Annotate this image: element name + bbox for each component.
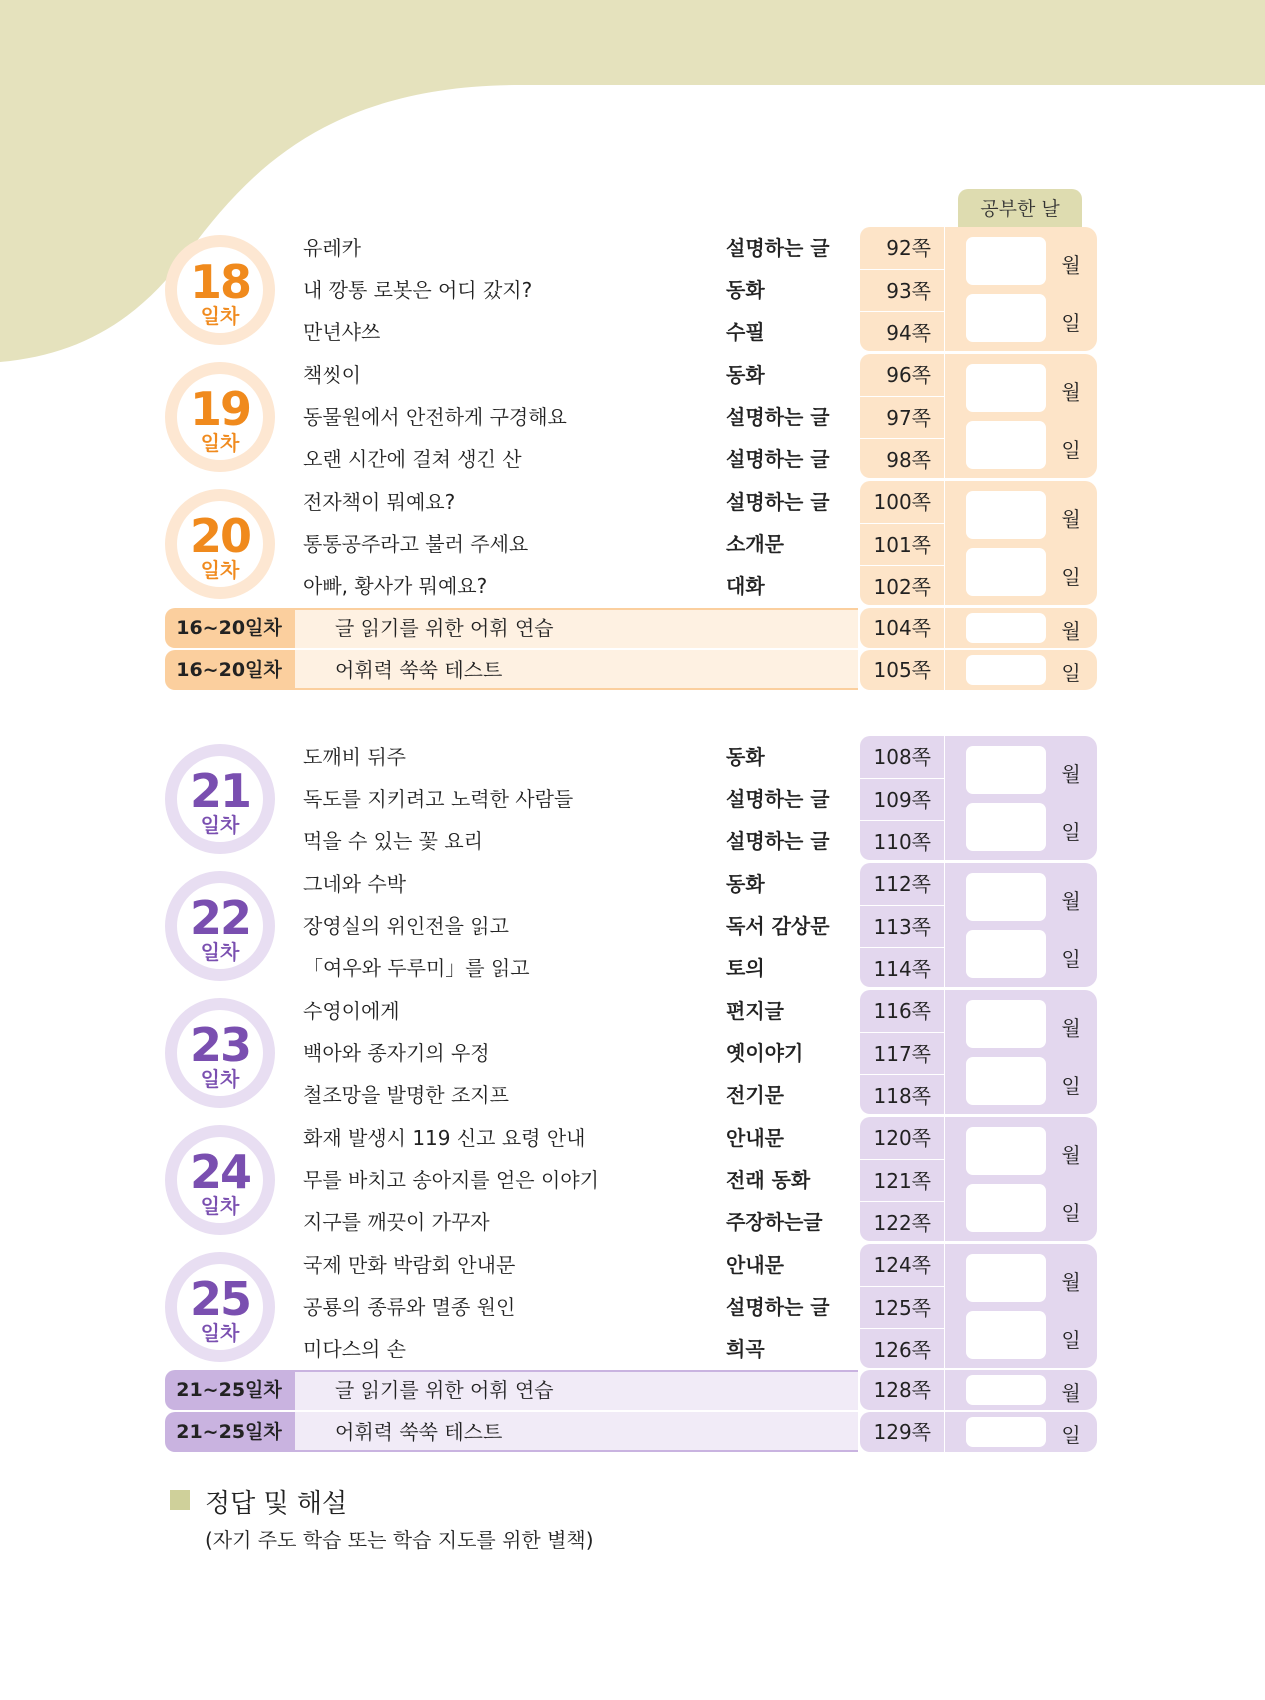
day-block-18: [0, 227, 1265, 353]
lesson-row: [0, 736, 1265, 778]
day-unit-label: 일차: [200, 304, 240, 328]
lesson-genre: 전래 동화: [726, 1168, 811, 1192]
review-range-label: 21~25일차: [165, 1370, 293, 1410]
day-number: 23: [189, 1018, 250, 1072]
lesson-title: 철조망을 발명한 조지프: [303, 1083, 509, 1107]
lesson-page: 120쪽: [873, 1126, 931, 1150]
day-number: 18: [189, 255, 250, 309]
answers-title: 정답 및 해설: [205, 1489, 348, 1519]
lesson-genre: 설명하는 글: [726, 447, 830, 471]
lesson-row: [0, 396, 1265, 438]
lesson-row: [0, 269, 1265, 311]
lesson-genre: 동화: [726, 278, 765, 302]
lesson-genre: 설명하는 글: [726, 1295, 830, 1319]
lesson-row: [0, 481, 1265, 523]
day-unit-label: 일차: [200, 813, 240, 837]
lesson-page: 112쪽: [873, 872, 931, 896]
lesson-row: [0, 820, 1265, 862]
lesson-row: [0, 1032, 1265, 1074]
lesson-genre: 주장하는글: [726, 1210, 823, 1234]
lesson-title: 도깨비 뒤주: [303, 745, 406, 769]
answers-square-icon: [170, 1490, 190, 1510]
review-date-label: 월: [1061, 619, 1081, 643]
review-range-label: 16~20일차: [165, 608, 293, 648]
day-unit-label: 일차: [200, 1067, 240, 1091]
day-block-22: [0, 863, 1265, 989]
review-page: 129쪽: [873, 1420, 931, 1444]
review-page: 104쪽: [873, 616, 931, 640]
lesson-genre: 전기문: [726, 1083, 784, 1107]
day-number: 20: [189, 509, 250, 563]
lesson-genre: 편지글: [726, 999, 784, 1023]
review-date-label: 월: [1061, 1381, 1081, 1405]
lesson-page: 121쪽: [860, 1159, 944, 1201]
lesson-page: 98쪽: [860, 438, 944, 480]
day-block-20: [0, 481, 1265, 607]
lesson-page: 93쪽: [860, 269, 944, 311]
lesson-page: 96쪽: [886, 363, 931, 387]
lesson-page: 118쪽: [860, 1074, 944, 1116]
lesson-row: [0, 1074, 1265, 1116]
day-label: 일: [1061, 1074, 1081, 1098]
month-label: 월: [1061, 1016, 1081, 1040]
lesson-genre: 설명하는 글: [726, 787, 830, 811]
review-date-label: 일: [1061, 661, 1081, 685]
lesson-page: 101쪽: [860, 523, 944, 565]
lesson-title: 동물원에서 안전하게 구경해요: [303, 405, 567, 429]
lesson-genre: 안내문: [726, 1126, 784, 1150]
review-page: 128쪽: [873, 1378, 931, 1402]
review-title: 글 읽기를 위한 어휘 연습: [335, 1378, 554, 1402]
lesson-row: [0, 947, 1265, 989]
lesson-title: 지구를 깨끗이 가꾸자: [303, 1210, 490, 1234]
lesson-title: 무를 바치고 송아지를 얻은 이야기: [303, 1168, 599, 1192]
day-number: 21: [189, 764, 250, 818]
month-label: 월: [1061, 1270, 1081, 1294]
lesson-row: [0, 311, 1265, 353]
lesson-genre: 동화: [726, 745, 765, 769]
month-label: 월: [1061, 507, 1081, 531]
review-title: 어휘력 쑥쑥 테스트: [335, 658, 503, 682]
lesson-row: [0, 1286, 1265, 1328]
lesson-genre: 수필: [726, 320, 765, 344]
lesson-title: 화재 발생시 119 신고 요령 안내: [303, 1126, 586, 1150]
lesson-genre: 안내문: [726, 1253, 784, 1277]
day-label: 일: [1061, 1328, 1081, 1352]
lesson-page: 109쪽: [860, 778, 944, 820]
month-label: 월: [1061, 253, 1081, 277]
lesson-page: 97쪽: [860, 396, 944, 438]
day-unit-label: 일차: [200, 940, 240, 964]
review-date-input-box[interactable]: [966, 655, 1046, 685]
lesson-row: [0, 1159, 1265, 1201]
review-date-label: 일: [1061, 1423, 1081, 1447]
lesson-title: 내 깡통 로봇은 어디 갔지?: [303, 278, 533, 302]
lesson-page: 113쪽: [860, 905, 944, 947]
lesson-title: 유레카: [303, 236, 361, 260]
day-label: 일: [1061, 438, 1081, 462]
lesson-title: 먹을 수 있는 꽃 요리: [303, 829, 483, 853]
lesson-title: 장영실의 위인전을 읽고: [303, 914, 509, 938]
lesson-page: 108쪽: [873, 745, 931, 769]
month-label: 월: [1061, 762, 1081, 786]
lesson-title: 독도를 지키려고 노력한 사람들: [303, 787, 574, 811]
lesson-row: [0, 1117, 1265, 1159]
review-page: 105쪽: [873, 658, 931, 682]
lesson-genre: 옛이야기: [726, 1041, 804, 1065]
lesson-title: 통통공주라고 불러 주세요: [303, 532, 529, 556]
lesson-title: 아빠, 황사가 뭐예요?: [303, 574, 488, 598]
lesson-genre: 동화: [726, 872, 765, 896]
review-title: 글 읽기를 위한 어휘 연습: [335, 616, 554, 640]
study-day-header: 공부한 날: [958, 189, 1082, 229]
day-label: 일: [1061, 311, 1081, 335]
lesson-row: [0, 227, 1265, 269]
lesson-row: [0, 1201, 1265, 1243]
lesson-genre: 설명하는 글: [726, 236, 830, 260]
lesson-row: [0, 905, 1265, 947]
lesson-title: 만년샤쓰: [303, 320, 381, 344]
lesson-page: 100쪽: [873, 490, 931, 514]
lesson-title: 공룡의 종류와 멸종 원인: [303, 1295, 516, 1319]
lesson-row: [0, 438, 1265, 480]
lesson-genre: 소개문: [726, 532, 784, 556]
lesson-row: [0, 1328, 1265, 1370]
lesson-genre: 동화: [726, 363, 765, 387]
review-range-label: 16~20일차: [165, 650, 293, 690]
lesson-page: 125쪽: [860, 1286, 944, 1328]
answers-subtitle: (자기 주도 학습 또는 학습 지도를 위한 별책): [205, 1528, 594, 1552]
lesson-genre: 독서 감상문: [726, 914, 830, 938]
lesson-page: 94쪽: [860, 311, 944, 353]
lesson-genre: 대화: [726, 574, 765, 598]
day-unit-label: 일차: [200, 431, 240, 455]
lesson-title: 그네와 수박: [303, 872, 406, 896]
day-label: 일: [1061, 1201, 1081, 1225]
lesson-title: 수영이에게: [303, 999, 400, 1023]
lesson-title: 국제 만화 박람회 안내문: [303, 1253, 516, 1277]
day-number: 25: [189, 1272, 250, 1326]
lesson-page: 110쪽: [860, 820, 944, 862]
lesson-page: 92쪽: [886, 236, 931, 260]
day-number: 22: [189, 891, 250, 945]
day-block-23: [0, 990, 1265, 1116]
lesson-genre: 설명하는 글: [726, 405, 830, 429]
lesson-title: 책씻이: [303, 363, 361, 387]
lesson-genre: 설명하는 글: [726, 829, 830, 853]
lesson-row: [0, 778, 1265, 820]
lesson-row: [0, 354, 1265, 396]
day-block-25: [0, 1244, 1265, 1370]
review-title: 어휘력 쑥쑥 테스트: [335, 1420, 503, 1444]
lesson-page: 117쪽: [860, 1032, 944, 1074]
lesson-page: 126쪽: [860, 1328, 944, 1370]
day-block-19: [0, 354, 1265, 480]
lesson-page: 116쪽: [873, 999, 931, 1023]
lesson-genre: 희곡: [726, 1337, 765, 1361]
lesson-title: 오랜 시간에 걸쳐 생긴 산: [303, 447, 522, 471]
lesson-page: 114쪽: [860, 947, 944, 989]
review-range-label: 21~25일차: [165, 1412, 293, 1452]
day-number: 19: [189, 382, 250, 436]
lesson-title: 전자책이 뭐예요?: [303, 490, 456, 514]
lesson-title: 「여우와 두루미」를 읽고: [303, 956, 530, 980]
month-label: 월: [1061, 380, 1081, 404]
month-label: 월: [1061, 889, 1081, 913]
lesson-row: [0, 990, 1265, 1032]
day-block-21: [0, 736, 1265, 862]
lesson-genre: 토의: [726, 956, 765, 980]
day-label: 일: [1061, 947, 1081, 971]
lesson-row: [0, 565, 1265, 607]
lesson-row: [0, 523, 1265, 565]
day-unit-label: 일차: [200, 1194, 240, 1218]
month-label: 월: [1061, 1143, 1081, 1167]
review-date-input-box[interactable]: [966, 1417, 1046, 1447]
lesson-page: 124쪽: [873, 1253, 931, 1277]
lesson-page: 102쪽: [860, 565, 944, 607]
review-date-input-box[interactable]: [966, 1375, 1046, 1405]
day-number: 24: [189, 1145, 250, 1199]
lesson-genre: 설명하는 글: [726, 490, 830, 514]
day-block-24: [0, 1117, 1265, 1243]
review-date-input-box[interactable]: [966, 613, 1046, 643]
lesson-page: 122쪽: [860, 1201, 944, 1243]
lesson-title: 미다스의 손: [303, 1337, 406, 1361]
lesson-row: [0, 1244, 1265, 1286]
lesson-row: [0, 863, 1265, 905]
day-unit-label: 일차: [200, 558, 240, 582]
day-unit-label: 일차: [200, 1321, 240, 1345]
day-label: 일: [1061, 565, 1081, 589]
lesson-title: 백아와 종자기의 우정: [303, 1041, 490, 1065]
day-label: 일: [1061, 820, 1081, 844]
